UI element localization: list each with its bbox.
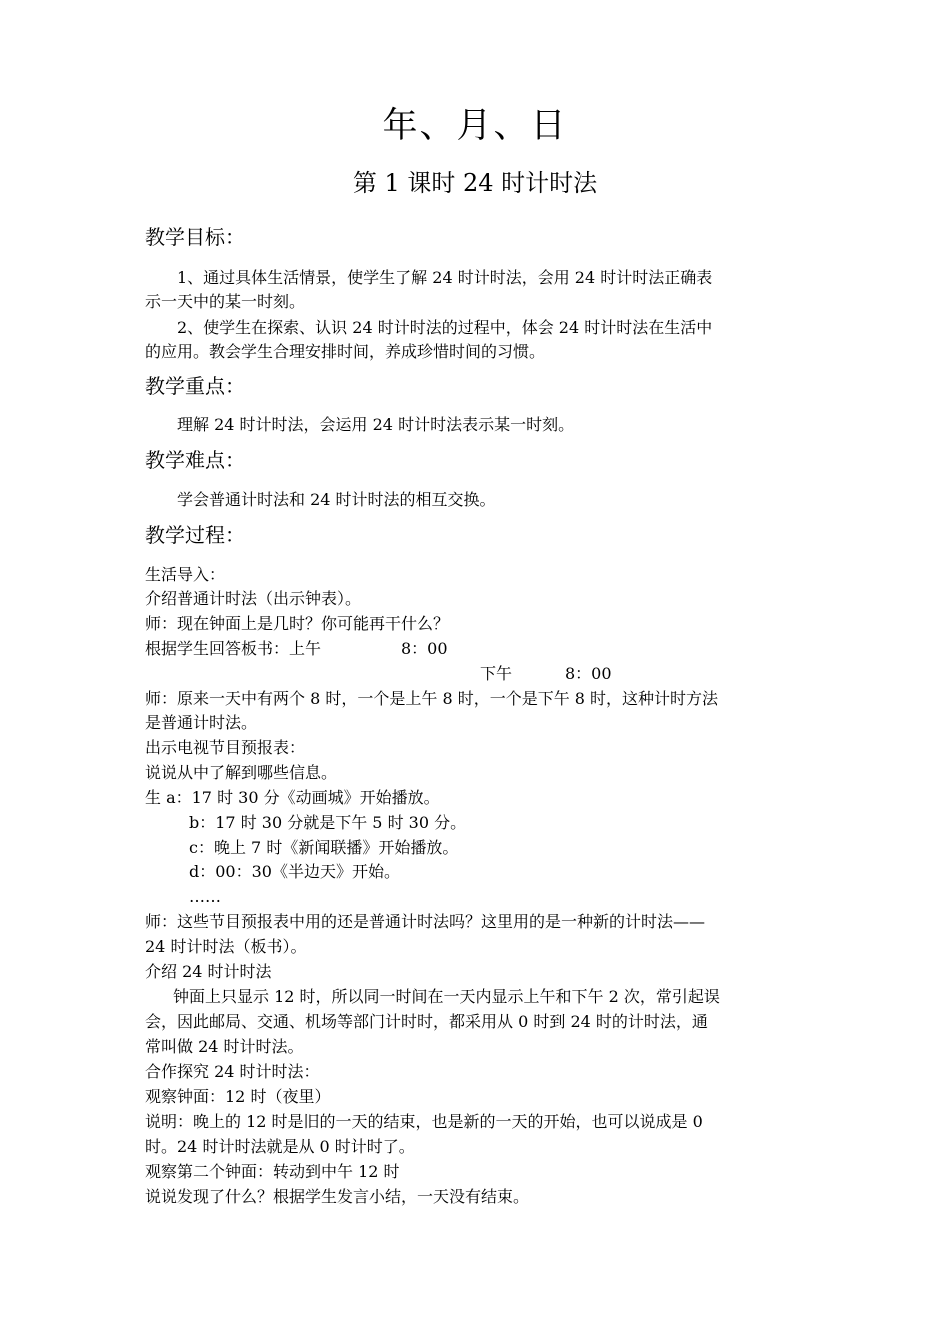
paragraph-line: 1、通过具体生活情景，使学生了解 24 时计时法，会用 24 时计时法正确表 <box>177 268 713 287</box>
paragraph-line: b：17 时 30 分就是下午 5 时 30 分。 <box>189 813 467 832</box>
heading-process: 教学过程： <box>145 523 245 547</box>
paragraph-line: 24 时计时法（板书）。 <box>145 937 307 956</box>
paragraph-line: 常叫做 24 时计时法。 <box>145 1037 304 1056</box>
heading-difficult-points: 教学难点： <box>145 448 245 472</box>
paragraph-line: 合作探究 24 时计时法： <box>145 1062 320 1081</box>
paragraph-line: 钟面上只显示 12 时，所以同一时间在一天内显示上午和下午 2 次，常引起误 <box>173 987 720 1006</box>
board-pm-label: 下午 <box>480 664 513 683</box>
paragraph-line: 师：原来一天中有两个 8 时，一个是上午 8 时，一个是下午 8 时，这种计时方法 <box>145 689 719 708</box>
paragraph-line: 说说从中了解到哪些信息。 <box>145 763 338 782</box>
paragraph-line: 是普通计时法。 <box>145 713 258 732</box>
paragraph-line: 师：现在钟面上是几时？你可能再干什么？ <box>145 614 450 633</box>
paragraph-line: 生活导入： <box>145 565 226 584</box>
paragraph-line: d：00：30《半边天》开始。 <box>189 862 400 881</box>
paragraph-line: 介绍普通计时法（出示钟表）。 <box>145 589 362 608</box>
paragraph-line: …… <box>189 887 221 906</box>
paragraph-line: 说说发现了什么？根据学生发言小结，一天没有结束。 <box>145 1187 530 1206</box>
paragraph-line: 示一天中的某一时刻。 <box>145 292 306 311</box>
heading-key-points: 教学重点： <box>145 374 245 398</box>
paragraph-line: 理解 24 时计时法，会运用 24 时计时法表示某一时刻。 <box>177 415 575 434</box>
paragraph-line: 的应用。教会学生合理安排时间，养成珍惜时间的习惯。 <box>145 342 546 361</box>
paragraph-line: 学会普通计时法和 24 时计时法的相互交换。 <box>177 490 496 509</box>
paragraph-line: c：晚上 7 时《新闻联播》开始播放。 <box>189 838 459 857</box>
paragraph-line: 观察钟面：12 时（夜里） <box>145 1087 331 1106</box>
paragraph-line: 出示电视节目预报表： <box>145 738 306 757</box>
paragraph-line: 介绍 24 时计时法 <box>145 962 272 981</box>
document-title: 年、月、日 <box>382 106 568 146</box>
paragraph-line: 会，因此邮局、交通、机场等部门计时时，都采用从 0 时到 24 时的计时法，通 <box>145 1012 708 1031</box>
paragraph-line: 生 a：17 时 30 分《动画城》开始播放。 <box>145 788 440 807</box>
paragraph-line: 师：这些节目预报表中用的还是普通计时法吗？这里用的是一种新的计时法—— <box>145 912 706 931</box>
lesson-subtitle: 第 1 课时 24 时计时法 <box>352 169 598 197</box>
board-time-pm: 8：00 <box>565 664 612 683</box>
paragraph-line: 说明：晚上的 12 时是旧的一天的结束，也是新的一天的开始，也可以说成是 0 <box>145 1112 703 1131</box>
paragraph-line: 观察第二个钟面：转动到中午 12 时 <box>145 1162 400 1181</box>
heading-objectives: 教学目标： <box>145 225 245 249</box>
paragraph-line <box>145 637 815 661</box>
board-time-am: 8：00 <box>401 639 448 658</box>
paragraph-line: 2、使学生在探索、认识 24 时计时法的过程中，体会 24 时计时法在生活中 <box>177 318 713 337</box>
board-writing-label: 根据学生回答板书：上午 <box>145 639 322 658</box>
paragraph-line: 时。24 时计时法就是从 0 时计时了。 <box>145 1137 415 1156</box>
